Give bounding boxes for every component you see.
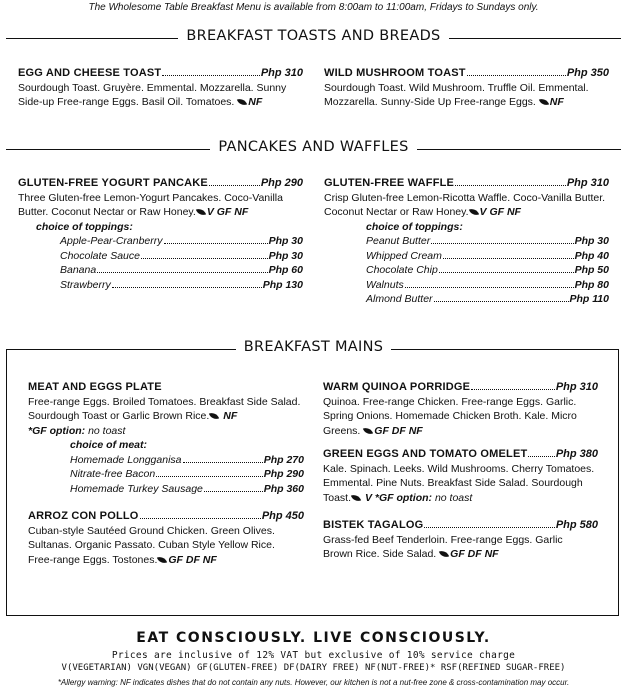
item-desc-line: Emmental. Pine Nuts. Breakfast Side Salad. Sourdough — [323, 477, 583, 489]
diet-legend: V(VEGETARIAN) VGN(VEGAN) GF(GLUTEN-FREE) DF(DAIRY FREE) NF(NUT-FREE)* RSF(REFINED SUGAR-FREE) — [61, 663, 566, 673]
topping-name: Chocolate Chip — [366, 264, 438, 276]
item-desc-line: Cuban-style Sautéed Ground Chicken. Green Olives. — [28, 524, 275, 537]
item-name: GLUTEN-FREE WAFFLE — [324, 177, 455, 189]
meat-row — [70, 467, 304, 482]
item-desc-line: Brown Rice. Side Salad. — [323, 548, 437, 560]
menu-item-egg-cheese-toast — [18, 66, 303, 110]
item-price: Php 450 — [261, 510, 304, 522]
item-price: Php 580 — [555, 519, 598, 531]
item-desc-line: Toast. — [323, 491, 352, 504]
meat-row — [70, 453, 304, 468]
topping-row — [366, 234, 609, 249]
meat-row — [70, 482, 304, 497]
topping-name: Chocolate Sauce — [60, 249, 140, 262]
topping-price: Php 80 — [574, 278, 609, 291]
gf-option-text: no toast — [434, 491, 473, 504]
item-price: Php 310 — [555, 381, 598, 393]
section-header-toasts — [0, 28, 627, 48]
topping-price: Php 40 — [574, 249, 609, 262]
toppings-label: choice of toppings: — [36, 220, 133, 233]
item-desc-line: Free-range Eggs. Tostones. — [28, 553, 158, 566]
item-name: GLUTEN-FREE YOGURT PANCAKE — [18, 177, 208, 189]
item-desc-line: Butter. Coconut Nectar or Raw Honey. — [18, 206, 196, 218]
topping-row — [366, 263, 609, 278]
topping-row — [60, 278, 303, 293]
meat-price: Php 270 — [263, 453, 304, 466]
topping-price: Php 60 — [268, 264, 303, 276]
topping-row — [366, 292, 609, 307]
item-name: WARM QUINOA PORRIDGE — [323, 381, 471, 393]
diet-tags: GF DF NF — [374, 424, 423, 437]
gf-option-label: *GF option: — [28, 424, 86, 437]
section-title: BREAKFAST MAINS — [236, 339, 391, 355]
diet-tags: NF — [248, 96, 263, 108]
topping-name: Almond Butter — [366, 293, 433, 305]
topping-name: Apple-Pear-Cranberry — [60, 235, 163, 247]
item-price: Php 350 — [566, 67, 609, 79]
leaf-icon — [539, 97, 549, 107]
menu-item-gf-yogurt-pancake — [18, 176, 303, 292]
item-desc-line: Sourdough Toast. Gruyère. Emmental. Mozzarella. Sunny — [18, 81, 287, 94]
toppings-label: choice of toppings: — [366, 220, 463, 233]
topping-price: Php 50 — [574, 264, 609, 276]
diet-tags: V — [364, 491, 372, 504]
availability-note: The Wholesome Table Breakfast Menu is available from 8:00am to 11:00am, Fridays to Sundays only. — [88, 2, 539, 13]
item-desc-line: Mozzarella. Sunny-Side Up Free-range Eggs. — [324, 96, 536, 108]
menu-item-arroz-con-pollo — [28, 509, 304, 567]
leaf-icon — [439, 549, 449, 559]
topping-name: Peanut Butter — [366, 235, 431, 247]
section-header-mains — [0, 339, 627, 359]
meat-choice-label: choice of meat: — [70, 439, 148, 451]
meat-name: Homemade Longganisa — [70, 453, 182, 466]
diet-tags: NF — [223, 410, 238, 422]
menu-item-quinoa-porridge — [323, 380, 598, 438]
item-name: EGG AND CHEESE TOAST — [18, 67, 162, 79]
section-title: BREAKFAST TOASTS AND BREADS — [178, 28, 448, 44]
topping-price: Php 30 — [268, 235, 303, 247]
meat-name: Nitrate-free Bacon — [70, 468, 156, 480]
topping-price: Php 130 — [262, 278, 303, 291]
item-price: Php 380 — [555, 448, 598, 460]
topping-name: Walnuts — [366, 278, 404, 291]
item-desc-line: Sourdough Toast. Wild Mushroom. Truffle Oil. Emmental. — [324, 81, 589, 94]
leaf-icon — [468, 207, 478, 217]
item-name: MEAT AND EGGS PLATE — [28, 381, 162, 393]
topping-row — [60, 234, 303, 249]
topping-name: Banana — [60, 264, 97, 276]
topping-name: Strawberry — [60, 278, 111, 291]
item-name: BISTEK TAGALOG — [323, 519, 424, 531]
diet-tags: NF — [549, 96, 564, 108]
topping-price: Php 30 — [574, 235, 609, 247]
menu-item-bistek-tagalog — [323, 518, 598, 562]
topping-price: Php 110 — [569, 293, 609, 305]
meat-price: Php 360 — [263, 482, 304, 495]
topping-row — [366, 249, 609, 264]
topping-price: Php 30 — [268, 249, 303, 262]
leaf-icon — [209, 411, 219, 421]
menu-item-gf-waffle — [324, 176, 609, 307]
item-price: Php 290 — [260, 177, 303, 189]
allergy-warning: *Allergy warning: NF indicates dishes that do not contain any nuts. However, our kitchen is not a nut-free zone & cross-contamination may occur. — [57, 678, 570, 687]
item-desc-line: Quinoa. Free-range Chicken. Free-range Eggs. Garlic. — [323, 395, 577, 408]
item-desc-line: Sultanas. Organic Passato. Cuban Style Yellow Rice. — [28, 539, 275, 551]
item-desc-line: Sourdough Toast or Garlic Brown Rice. — [28, 410, 210, 422]
diet-tags: V GF NF — [206, 206, 249, 218]
leaf-icon — [237, 97, 247, 107]
section-header-pancakes — [0, 139, 627, 159]
diet-tags: GF DF NF — [450, 548, 499, 560]
leaf-icon — [196, 207, 206, 217]
menu-item-green-eggs-omelet — [323, 447, 598, 505]
item-desc-line: Crisp Gluten-free Lemon-Ricotta Waffle. Coco-Vanilla Butter. — [324, 191, 606, 204]
meat-name: Homemade Turkey Sausage — [70, 482, 203, 495]
prices-note: Prices are inclusive of 12% VAT but exclusive of 10% service charge — [111, 650, 516, 661]
leaf-icon — [363, 425, 373, 435]
leaf-icon — [157, 554, 167, 564]
topping-name: Whipped Cream — [366, 249, 442, 262]
item-price: Php 310 — [260, 67, 303, 79]
item-name: WILD MUSHROOM TOAST — [324, 67, 466, 79]
item-name: ARROZ CON POLLO — [28, 510, 139, 522]
item-name: GREEN EGGS AND TOMATO OMELET — [323, 448, 528, 460]
item-price: Php 310 — [566, 177, 609, 189]
item-desc-line: Kale. Spinach. Leeks. Wild Mushrooms. Cherry Tomatoes. — [323, 462, 595, 475]
item-desc-line: Spring Onions. Homemade Chicken Broth. Kale. Micro — [323, 410, 577, 422]
item-desc-line: Free-range Eggs. Broiled Tomatoes. Breakfast Side Salad. — [28, 395, 301, 408]
leaf-icon — [351, 492, 361, 502]
item-desc-line: Greens. — [323, 424, 361, 437]
item-desc-line: Coconut Nectar or Raw Honey. — [324, 206, 469, 218]
item-desc-line: Three Gluten-free Lemon-Yogurt Pancakes. Coco-Vanilla — [18, 191, 283, 204]
topping-row — [60, 263, 303, 278]
menu-item-wild-mushroom-toast — [324, 66, 609, 110]
meat-price: Php 290 — [263, 468, 304, 480]
motto: EAT CONSCIOUSLY. LIVE CONSCIOUSLY. — [136, 630, 491, 646]
item-desc-line: Side-up Free-range Eggs. Basil Oil. Tomatoes. — [18, 96, 235, 108]
diet-tags: GF DF NF — [168, 553, 217, 566]
gf-option-text: no toast — [88, 424, 126, 437]
gf-option-label: *GF option: — [374, 491, 433, 504]
section-title: PANCAKES AND WAFFLES — [210, 139, 416, 155]
topping-row — [60, 249, 303, 264]
item-desc-line: Grass-fed Beef Tenderloin. Free-range Eggs. Garlic — [323, 533, 563, 546]
topping-row — [366, 278, 609, 293]
menu-item-meat-and-eggs — [28, 380, 304, 496]
diet-tags: V GF NF — [479, 206, 521, 218]
